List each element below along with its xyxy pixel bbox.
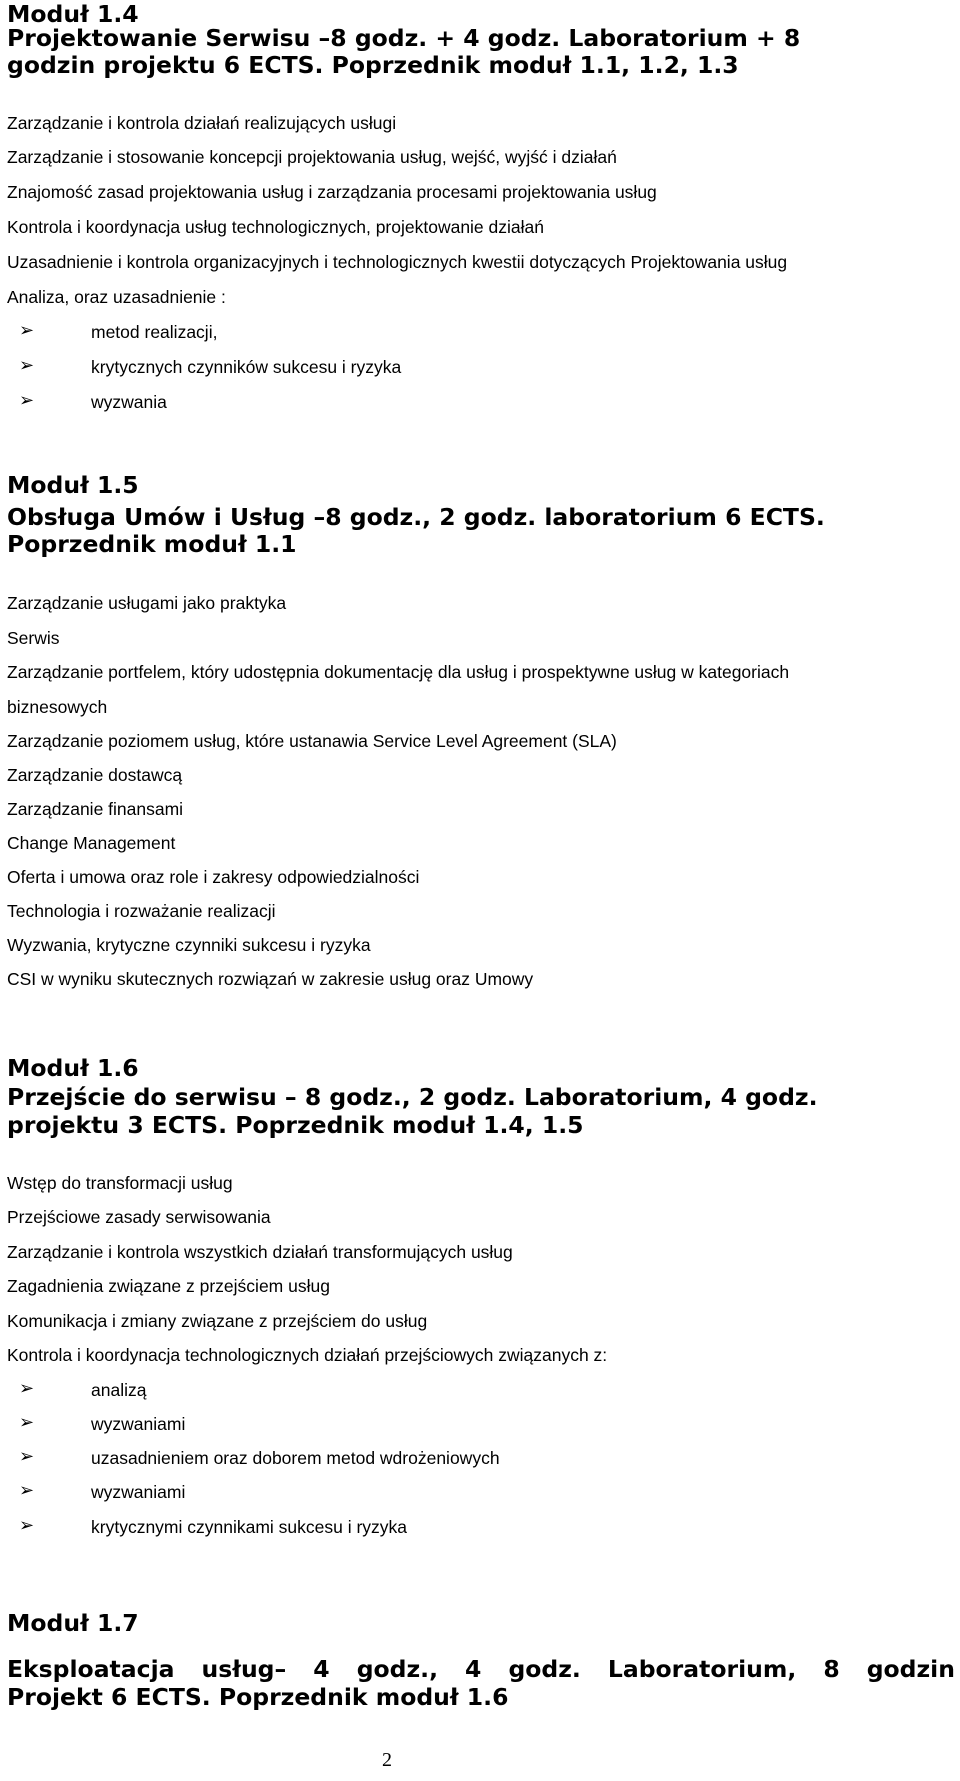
module-1-6-item: Kontrola i koordynacja technologicznych działań przejściowych związanych z: <box>7 1345 608 1365</box>
arrow-bullet-icon: ➢ <box>19 1378 35 1399</box>
heading-word: Laboratorium, <box>607 1655 797 1683</box>
heading-word: godz. <box>508 1655 581 1683</box>
module-1-5-item: Zarządzanie usługami jako praktyka <box>7 593 287 613</box>
module-1-5-item: Wyzwania, krytyczne czynniki sukcesu i ryzyka <box>7 935 371 955</box>
heading-word: 8 <box>823 1655 840 1683</box>
list-item-text: krytycznych czynników sukcesu i ryzyka <box>91 357 402 377</box>
module-1-5-item: Zarządzanie poziomem usług, które ustanawia Service Level Agreement (SLA) <box>7 731 617 751</box>
module-1-6-heading-line2: projektu 3 ECTS. Poprzednik moduł 1.4, 1.5 <box>7 1111 584 1139</box>
module-1-4-heading-line1: Projektowanie Serwisu –8 godz. + 4 godz. Laboratorium + 8 <box>7 24 801 52</box>
list-item-text: analizą <box>91 1380 147 1400</box>
arrow-bullet-icon: ➢ <box>19 1446 35 1467</box>
arrow-bullet-icon: ➢ <box>19 355 35 376</box>
module-1-6-item: Zarządzanie i kontrola wszystkich działań transformujących usług <box>7 1242 513 1262</box>
page-number: 2 <box>382 1749 392 1771</box>
module-1-5-item: Serwis <box>7 628 60 648</box>
module-1-5-item: Zarządzanie finansami <box>7 799 184 819</box>
module-1-5-item: Zarządzanie dostawcą <box>7 765 183 785</box>
module-1-4-item: Zarządzanie i kontrola działań realizujących usługi <box>7 113 397 133</box>
list-item-text: wyzwaniami <box>91 1414 186 1434</box>
module-1-6-heading-line1: Przejście do serwisu – 8 godz., 2 godz. Laboratorium, 4 godz. <box>7 1083 818 1111</box>
list-item-text: wyzwania <box>91 392 167 412</box>
heading-word: 4 <box>465 1655 482 1683</box>
module-1-6-item: Zagadnienia związane z przejściem usług <box>7 1276 330 1296</box>
module-1-5-heading-line2: Poprzednik moduł 1.1 <box>7 530 297 558</box>
heading-word: 4 <box>313 1655 330 1683</box>
module-1-4-item: Zarządzanie i stosowanie koncepcji projektowania usług, wejść, wyjść i działań <box>7 147 617 167</box>
module-1-4-item: Uzasadnienie i kontrola organizacyjnych i technologicznych kwestii dotyczących Projektowania usług <box>7 252 788 272</box>
module-1-7-heading-line1 <box>7 1655 955 1683</box>
module-1-5-heading-line1: Obsługa Umów i Usług –8 godz., 2 godz. laboratorium 6 ECTS. <box>7 503 825 531</box>
arrow-bullet-icon: ➢ <box>19 1480 35 1501</box>
module-1-4-heading-line2: godzin projektu 6 ECTS. Poprzednik moduł 1.1, 1.2, 1.3 <box>7 51 739 79</box>
module-1-4-item: Znajomość zasad projektowania usług i zarządzania procesami projektowania usług <box>7 182 657 202</box>
arrow-bullet-icon: ➢ <box>19 1515 35 1536</box>
module-1-5-title: Moduł 1.5 <box>7 471 139 499</box>
module-1-7-title: Moduł 1.7 <box>7 1609 139 1637</box>
list-item-text: metod realizacji, <box>91 322 218 342</box>
module-1-6-item: Komunikacja i zmiany związane z przejściem do usług <box>7 1311 428 1331</box>
module-1-5-item: biznesowych <box>7 697 108 717</box>
heading-word: usług– <box>201 1655 287 1683</box>
module-1-6-title: Moduł 1.6 <box>7 1054 139 1082</box>
module-1-5-item: CSI w wyniku skutecznych rozwiązań w zakresie usług oraz Umowy <box>7 969 534 989</box>
module-1-5-item: Change Management <box>7 833 176 853</box>
arrow-bullet-icon: ➢ <box>19 390 35 411</box>
list-item-text: krytycznymi czynnikami sukcesu i ryzyka <box>91 1517 408 1537</box>
module-1-5-item: Zarządzanie portfelem, który udostępnia dokumentację dla usług i prospektywne usług w kategoriach <box>7 662 790 682</box>
module-1-6-item: Przejściowe zasady serwisowania <box>7 1207 271 1227</box>
heading-word: godzin <box>866 1655 955 1683</box>
heading-word: Eksploatacja <box>7 1655 175 1683</box>
list-item-text: uzasadnieniem oraz doborem metod wdrożeniowych <box>91 1448 500 1468</box>
module-1-5-item: Oferta i umowa oraz role i zakresy odpowiedzialności <box>7 867 420 887</box>
arrow-bullet-icon: ➢ <box>19 1412 35 1433</box>
module-1-4-item: Analiza, oraz uzasadnienie : <box>7 287 226 307</box>
module-1-5-item: Technologia i rozważanie realizacji <box>7 901 276 921</box>
module-1-4-item: Kontrola i koordynacja usług technologicznych, projektowanie działań <box>7 217 544 237</box>
module-1-7-heading-line2: Projekt 6 ECTS. Poprzednik moduł 1.6 <box>7 1683 509 1711</box>
module-1-4-title: Moduł 1.4 <box>7 0 139 28</box>
arrow-bullet-icon: ➢ <box>19 320 35 341</box>
heading-word: godz., <box>356 1655 439 1683</box>
list-item-text: wyzwaniami <box>91 1482 186 1502</box>
module-1-6-item: Wstęp do transformacji usług <box>7 1173 233 1193</box>
